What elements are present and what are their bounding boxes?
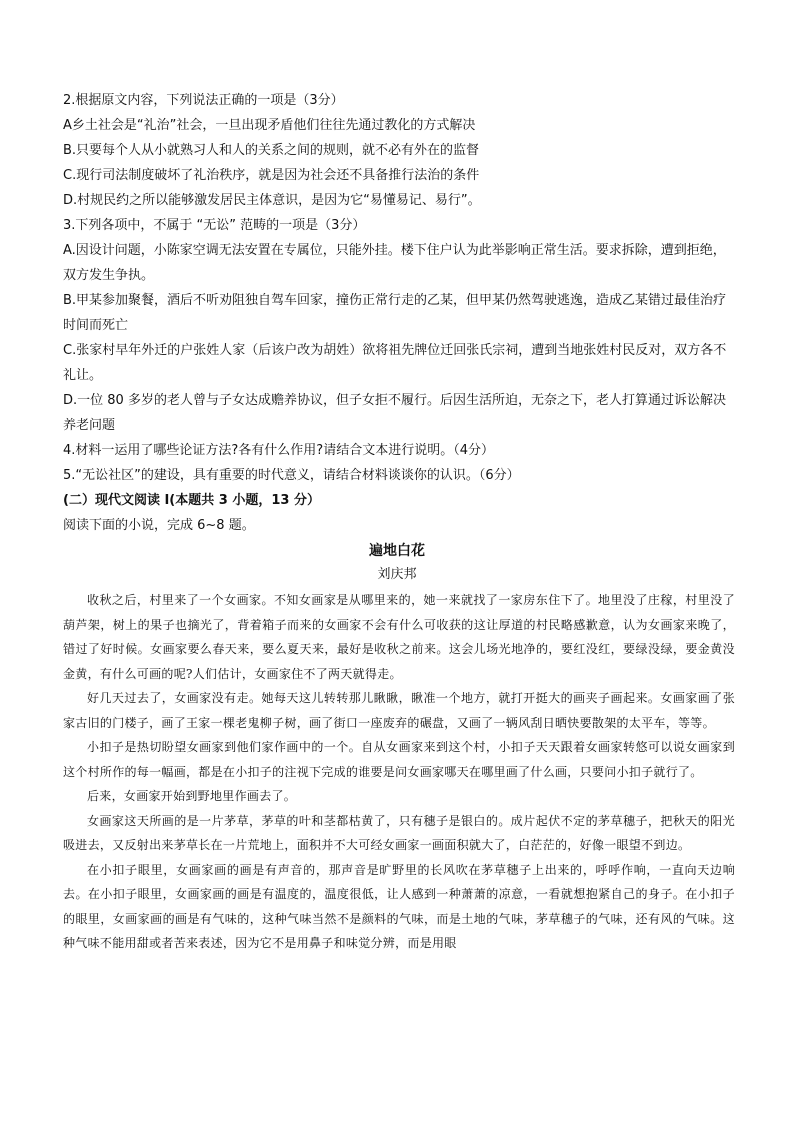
question-2-option-c: C.现行司法制度破坏了礼治秩序，就是因为社会还不具备推行法治的条件	[63, 168, 480, 183]
story-title: 遍地白花	[369, 543, 425, 559]
question-4: 4.材料一运用了哪些论证方法?各有什么作用?请结合文本进行说明。（4分）	[63, 443, 494, 458]
story-paragraph: 女画家这天所画的是一片茅草，茅草的叶和茎都枯黄了，只有穗子是银白的。成片起伏不定的茅草穗子，把秋天的阳光吸进去，又反射出来茅草长在一片荒地上，面积并不大可经女画家一画面积就大了，白茫茫的，好像一眼望不到边。	[63, 813, 735, 852]
story-paragraph: 小扣子是热切盼望女画家到他们家作画中的一个。自从女画家来到这个村，小扣子天天跟着女画家转悠可以说女画家到这个村所作的每一幅画，都是在小扣子的注视下完成的谁要是问女画家哪天在哪里画了什么画，只要问小扣子就行了。	[63, 740, 735, 779]
story-paragraph: 后来，女画家开始到野地里作画去了。	[87, 789, 297, 803]
question-3-option-c: C.张家村早年外迁的户张姓人家（后该户改为胡姓）欲将祖先牌位迁回张氏宗祠，遭到当地张姓村民反对，双方各不礼让。	[63, 343, 727, 383]
question-3-option-d: D.一位 80 多岁的老人曾与子女达成赡养协议，但子女拒不履行。后因生活所迫，无奈之下，老人打算通过诉讼解决养老问题	[63, 393, 726, 433]
question-2-option-d: D.村规民约之所以能够激发居民主体意识，是因为它“易懂易记、易行”。	[63, 193, 481, 208]
story-paragraph: 在小扣子眼里，女画家画的画是有声音的，那声音是旷野里的长风吹在茅草穗子上出来的，呼呼作响，一直向天边响去。在小扣子眼里，女画家画的画是有温度的，温度很低，让人感到一种萧萧的凉意，一看就想抱紧自己的身子。在小扣子的眼里，女画家画的画是有气味的，这种气味当然不是颜料的气味，而是土地的气味，茅草穗子的气味，还有风的气味。这种气味不能用甜或者苦来表述，因为它不是用鼻子和味觉分辨，而是用眼	[63, 862, 735, 950]
question-2-stem: 2.根据原文内容，下列说法正确的一项是（3分）	[63, 93, 344, 108]
section-heading: (二）现代文阅读 Ⅰ(本题共 3 小题，13 分）	[63, 493, 320, 508]
question-2-option-a: A乡土社会是“礼治”社会，一旦出现矛盾他们往往先通过教化的方式解决	[63, 118, 476, 133]
story-body	[63, 588, 735, 956]
question-3-stem: 3.下列各项中，不属于 “无讼” 范畴的一项是（3分）	[63, 218, 366, 233]
story-author: 刘庆邦	[377, 567, 417, 582]
story-paragraph: 好几天过去了，女画家没有走。她每天这儿转转那儿瞅瞅，瞅准一个地方，就打开挺大的画夹子画起来。女画家画了张家古旧的门楼子，画了王家一棵老鬼柳子树，画了街口一座废弃的碾盘，又画了一辆风刮日晒快要散架的太平车，等等。	[63, 691, 735, 730]
question-3-option-b: B.甲某参加聚餐，酒后不听劝阻独自驾车回家，撞伤正常行走的乙某，但甲某仍然驾驶逃逸，造成乙某错过最佳治疗时间而死亡	[63, 293, 727, 333]
section-instruction: 阅读下面的小说，完成 6~8 题。	[63, 518, 255, 533]
question-2-option-b: B.只要每个人从小就熟习人和人的关系之间的规则，就不必有外在的监督	[63, 143, 480, 158]
question-3-option-a: A.因设计问题，小陈家空调无法安置在专属位，只能外挂。楼下住户认为此举影响正常生活。要求拆除，遭到拒绝，双方发生争执。	[63, 243, 726, 283]
question-5: 5.“无讼社区”的建设，具有重要的时代意义，请结合材料谈谈你的认识。（6分）	[63, 468, 520, 483]
story-paragraph: 收秋之后，村里来了一个女画家。不知女画家是从哪里来的，她一来就找了一家房东住下了。地里没了庄稼，村里没了葫芦架，树上的果子也摘光了，背着箱子而来的女画家不会有什么可收获的这让厚道的村民略感歉意，认为女画家来晚了，错过了好时候。女画家要么春天来，要么夏天来，最好是收秋之前来。这会儿场光地净的，要红没红，要绿没绿，要金黄没金黄，有什么可画的呢?人们估计，女画家住不了两天就得走。	[63, 593, 735, 681]
